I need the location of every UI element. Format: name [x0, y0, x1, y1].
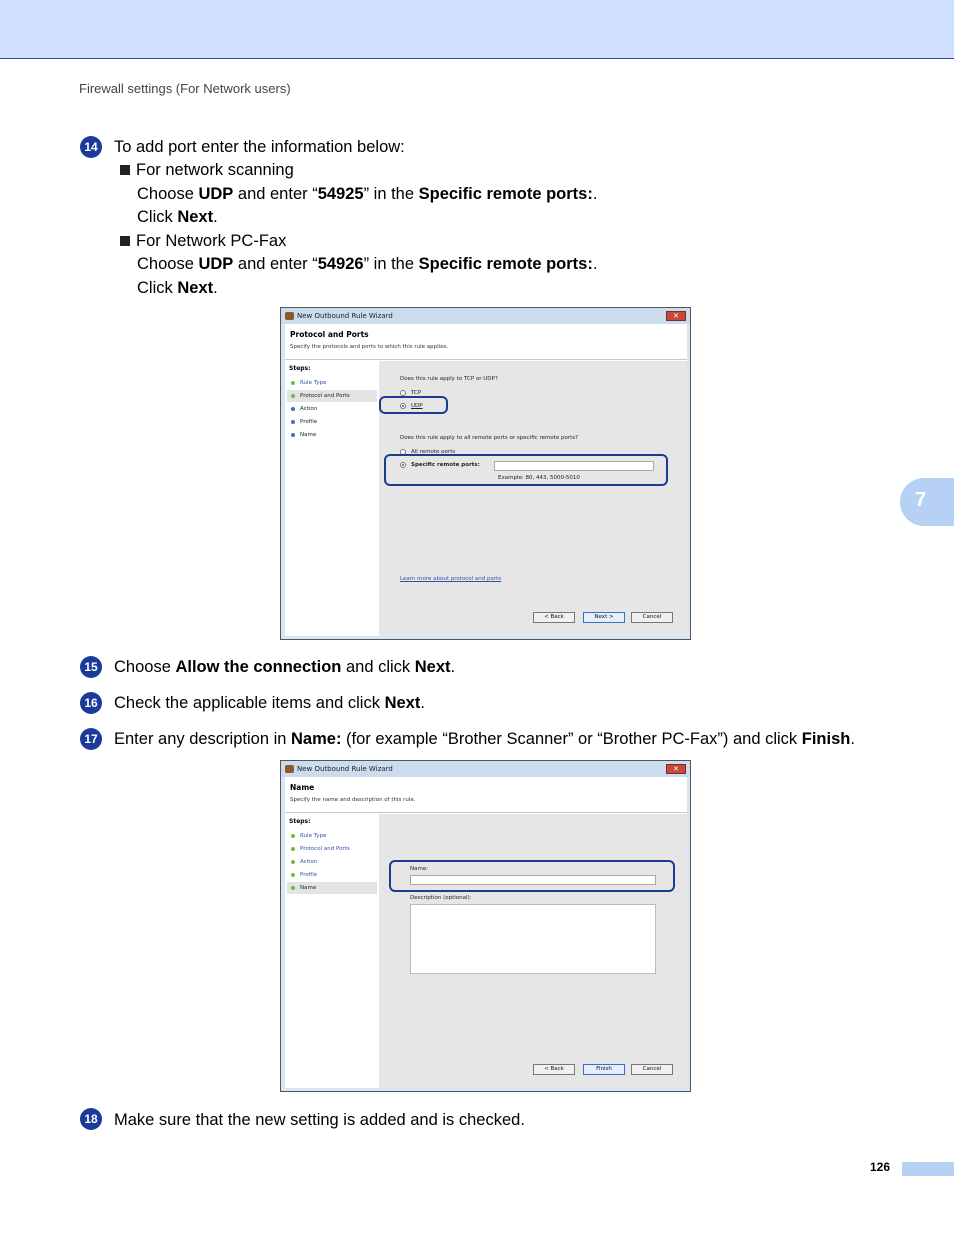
- step-rule-type[interactable]: Rule Type: [287, 377, 377, 389]
- dialog-content: [379, 814, 687, 1088]
- udp-highlight: [379, 396, 448, 414]
- step-number-18: 18: [80, 1108, 102, 1130]
- tcp-udp-question: Does this rule apply to TCP or UDP?: [400, 376, 498, 382]
- cancel-button[interactable]: Cancel: [631, 1064, 673, 1075]
- steps-panel: Steps: Rule Type Protocol and Ports Action Profile Name: [285, 814, 379, 1088]
- back-button[interactable]: < Back: [533, 1064, 575, 1075]
- learn-more-link[interactable]: Learn more about protocol and ports: [400, 576, 502, 582]
- instruction-pcfax-choose: Choose UDP and enter “54926” in the Specific remote ports:.: [137, 255, 598, 273]
- specific-ports-label: Specific remote ports:: [411, 462, 480, 468]
- description-textarea[interactable]: [410, 904, 656, 974]
- step-protocol-ports[interactable]: Protocol and Ports: [287, 843, 377, 855]
- step-action[interactable]: Action: [287, 403, 377, 415]
- step-rule-type[interactable]: Rule Type: [287, 830, 377, 842]
- bullet-network-pcfax: [120, 232, 286, 251]
- header-band: [0, 0, 954, 59]
- breadcrumb: Firewall settings (For Network users): [79, 81, 291, 96]
- step-15-text: Choose Allow the connection and click Next.: [114, 658, 456, 676]
- step-number-16: 16: [80, 692, 102, 714]
- bullet-network-scanning: [120, 161, 294, 180]
- step-action[interactable]: Action: [287, 856, 377, 868]
- page-number-bar: [902, 1162, 954, 1176]
- step-name[interactable]: Name: [287, 429, 377, 441]
- step-profile[interactable]: Profile: [287, 416, 377, 428]
- instruction-scanning-choose: Choose UDP and enter “54925” in the Specific remote ports:.: [137, 185, 598, 203]
- dialog-heading: Protocol and Ports: [290, 330, 369, 339]
- chapter-number: 7: [915, 489, 927, 511]
- dialog-title-bar: New Outbound Rule Wizard: [281, 308, 690, 324]
- description-label: Description (optional):: [410, 895, 472, 901]
- step-number-15: 15: [80, 656, 102, 678]
- instruction-pcfax-click: Click Next.: [137, 279, 218, 297]
- bullet-icon: [120, 165, 130, 175]
- all-ports-label: All remote ports: [411, 449, 456, 453]
- steps-panel: Steps: Rule Type Protocol and Ports Action Profile Name: [285, 361, 379, 636]
- name-highlight: [389, 860, 675, 892]
- protocol-ports-dialog: [280, 307, 691, 640]
- close-button[interactable]: ✕: [666, 764, 686, 774]
- dialog-heading: Name: [290, 783, 315, 792]
- page-number: 126: [870, 1160, 891, 1174]
- bullet-icon: [120, 236, 130, 246]
- close-button[interactable]: ✕: [666, 311, 686, 321]
- dialog-title-bar: New Outbound Rule Wizard: [281, 761, 690, 777]
- ports-question: Does this rule apply to all remote ports or specific remote ports?: [400, 435, 579, 441]
- next-button[interactable]: Next >: [583, 612, 625, 623]
- step-profile[interactable]: Profile: [287, 869, 377, 881]
- step-18-text: Make sure that the new setting is added and is checked.: [114, 1111, 525, 1129]
- name-label: Name:: [410, 866, 429, 872]
- cancel-button[interactable]: Cancel: [631, 612, 673, 623]
- step-16-text: Check the applicable items and click Next.: [114, 694, 425, 712]
- name-dialog: [280, 760, 691, 1092]
- tcp-label: TCP: [411, 390, 422, 396]
- specific-ports-highlight: [384, 454, 668, 486]
- step-number-17: 17: [80, 728, 102, 750]
- step-14-text: To add port enter the information below:: [114, 138, 405, 156]
- back-button[interactable]: < Back: [533, 612, 575, 623]
- step-number-14: 14: [80, 136, 102, 158]
- firewall-icon: [285, 765, 294, 773]
- ports-example: Example: 80, 443, 5000-5010: [498, 475, 580, 481]
- bullet-label: For Network PC-Fax: [136, 232, 287, 250]
- step-protocol-ports[interactable]: Protocol and Ports: [287, 390, 377, 402]
- finish-button[interactable]: Finish: [583, 1064, 625, 1075]
- dialog-subheading: Specify the name and description of this rule.: [290, 797, 416, 803]
- bullet-label: For network scanning: [136, 161, 294, 179]
- dialog-content: [379, 361, 687, 636]
- firewall-icon: [285, 312, 294, 320]
- udp-label: UDP: [411, 403, 423, 409]
- dialog-subheading: Specify the protocols and ports to which this rule applies.: [290, 344, 449, 350]
- step-name[interactable]: Name: [287, 882, 377, 894]
- chapter-tab: [900, 478, 954, 526]
- instruction-scanning-click: Click Next.: [137, 208, 218, 226]
- step-17-text: Enter any description in Name: (for example “Brother Scanner” or “Brother PC-Fax”) and click Finish.: [114, 730, 855, 748]
